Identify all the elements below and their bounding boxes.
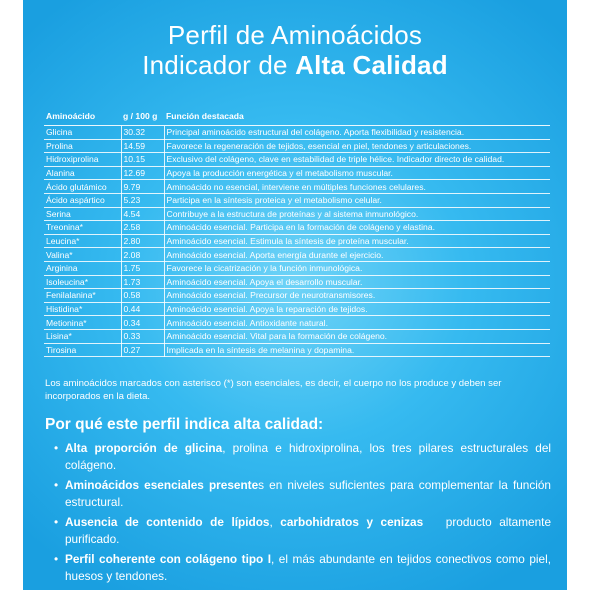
title-line-2-bold: Alta Calidad (295, 50, 448, 80)
cell-grams: 1.75 (121, 261, 164, 275)
cell-grams: 0.58 (121, 289, 164, 303)
cell-aminoacid: Treonina* (44, 221, 121, 235)
table-row (44, 126, 550, 140)
list-item (45, 477, 551, 511)
cell-function: Aminoácido esencial. Estimula la síntesis de proteína muscular. (164, 234, 550, 248)
cell-aminoacid: Metionina* (44, 316, 121, 330)
header-function: Función destacada (164, 109, 550, 126)
cell-aminoacid: Lisina* (44, 329, 121, 343)
cell-grams: 0.33 (121, 329, 164, 343)
cell-aminoacid: Valina* (44, 248, 121, 262)
title-line-2-prefix: Indicador de (142, 50, 296, 80)
cell-function: Apoya la producción energética y el metabolismo muscular. (164, 166, 550, 180)
cell-grams: 12.69 (121, 166, 164, 180)
cell-aminoacid: Serina (44, 207, 121, 221)
title-line-1: Perfil de Aminoácidos (167, 20, 423, 50)
table-row (44, 275, 550, 289)
quality-reasons-list (45, 440, 555, 588)
cell-function: Aminoácido esencial. Participa en la formación de colágeno y elastina. (164, 221, 550, 235)
cell-grams: 30.32 (121, 126, 164, 140)
cell-function: Aminoácido esencial. Apoya el desarrollo muscular. (164, 275, 550, 289)
cell-function: Aminoácido no esencial, interviene en múltiples funciones celulares. (164, 180, 550, 194)
table-row (44, 139, 550, 153)
cell-grams: 2.08 (121, 248, 164, 262)
cell-function: Aminoácido esencial. Aporta energía durante el ejercicio. (164, 248, 550, 262)
table-row (44, 316, 550, 330)
cell-grams: 4.54 (121, 207, 164, 221)
section-heading: Por qué este perfil indica alta calidad: (45, 416, 324, 433)
bullet-bold-2: carbohidratos y cenizas (280, 515, 424, 529)
cell-grams: 0.34 (121, 316, 164, 330)
cell-function: Favorece la regeneración de tejidos, esencial en piel, tendones y articulaciones. (164, 139, 550, 153)
bullet-text: , prolina e hidroxiprolina, los tres pilares estructurales del colágeno. (65, 441, 551, 472)
title-line-2 (23, 50, 567, 81)
cell-grams: 14.59 (121, 139, 164, 153)
cell-grams: 9.79 (121, 180, 164, 194)
cell-function: Aminoácido esencial. Antioxidante natural. (164, 316, 550, 330)
table-body (44, 126, 550, 357)
cell-function: Favorece la cicatrización y la función inmunológica. (164, 261, 550, 275)
header-grams: g / 100 g (121, 109, 164, 126)
cell-grams: 0.44 (121, 302, 164, 316)
info-panel (23, 0, 567, 590)
bullet-bold: Aminoácidos esenciales presente (65, 478, 259, 492)
table-row (44, 207, 550, 221)
cell-function: Aminoácido esencial. Apoya la reparación de tejidos. (164, 302, 550, 316)
cell-function: Aminoácido esencial. Vital para la formación de colágeno. (164, 329, 550, 343)
bullet-text: , el más abundante en tejidos conectivos como piel, huesos y tendones. (65, 552, 551, 583)
list-item (45, 551, 551, 585)
table-header-row (44, 109, 550, 126)
cell-function: Aminoácido esencial. Precursor de neurotransmisores. (164, 289, 550, 303)
cell-aminoacid: Alanina (44, 166, 121, 180)
cell-grams: 10.15 (121, 153, 164, 167)
table-row (44, 221, 550, 235)
cell-function: Contribuye a la estructura de proteínas y al sistema inmunológico. (164, 207, 550, 221)
cell-aminoacid: Histidina* (44, 302, 121, 316)
bullet-text: , (269, 515, 281, 529)
cell-grams: 2.80 (121, 234, 164, 248)
cell-aminoacid: Tirosina (44, 343, 121, 357)
cell-aminoacid: Fenilalanina* (44, 289, 121, 303)
cell-aminoacid: Ácido glutámico (44, 180, 121, 194)
cell-aminoacid: Leucina* (44, 234, 121, 248)
cell-aminoacid: Isoleucina* (44, 275, 121, 289)
amino-acid-table (44, 109, 550, 357)
cell-function: Exclusivo del colágeno, clave en estabilidad de triple hélice. Indicador directo de calidad. (164, 153, 550, 167)
cell-aminoacid: Arginina (44, 261, 121, 275)
bullet-text: s en niveles suficientes para complementar la función estructural. (65, 478, 551, 509)
table-row (44, 193, 550, 207)
cell-function: Implicada en la síntesis de melanina y dopamina. (164, 343, 550, 357)
table-row (44, 343, 550, 357)
cell-aminoacid: Glicina (44, 126, 121, 140)
list-item (45, 440, 551, 474)
cell-grams: 2.58 (121, 221, 164, 235)
cell-aminoacid: Hidroxiprolina (44, 153, 121, 167)
table-row (44, 261, 550, 275)
table-row (44, 329, 550, 343)
table-row (44, 289, 550, 303)
table-row (44, 166, 550, 180)
table-row (44, 180, 550, 194)
cell-grams: 5.23 (121, 193, 164, 207)
bullet-bold: Ausencia de contenido de lípidos (65, 515, 270, 529)
cell-function: Participa en la síntesis proteica y el metabolismo celular. (164, 193, 550, 207)
bullet-text-2: producto altamente purificado. (65, 515, 555, 546)
cell-grams: 1.73 (121, 275, 164, 289)
table-row (44, 302, 550, 316)
table-row (44, 248, 550, 262)
list-item (45, 514, 555, 548)
table-row (44, 234, 550, 248)
bullet-bold: Perfil coherente con colágeno tipo I (65, 552, 272, 566)
cell-function: Principal aminoácido estructural del colágeno. Aporta flexibilidad y resistencia. (164, 126, 550, 140)
footnote: Los aminoácidos marcados con asterisco (*) son esenciales, es decir, el cuerpo no los produce y deben ser incorporados en la dieta. (45, 378, 502, 402)
header-aminoacid: Aminoácido (44, 109, 121, 126)
cell-aminoacid: Ácido aspártico (44, 193, 121, 207)
table-row (44, 153, 550, 167)
bullet-bold: Alta proporción de glicina (65, 441, 223, 455)
cell-aminoacid: Prolina (44, 139, 121, 153)
cell-grams: 0.27 (121, 343, 164, 357)
